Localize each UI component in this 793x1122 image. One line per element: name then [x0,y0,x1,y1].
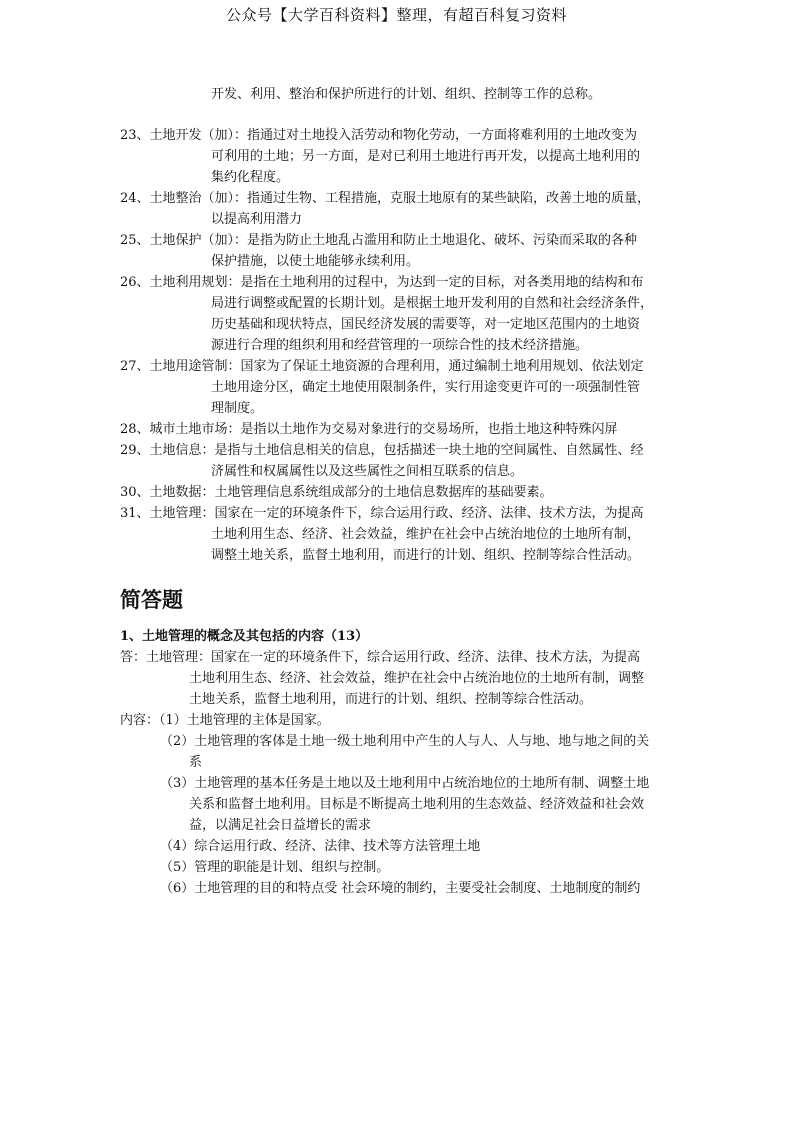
text-line: 29、土地信息：是指与土地信息相关的信息，包括描述一块土地的空间属性、自然属性、经 [120,443,644,458]
answer-line: （5）管理的职能是计划、组织与控制。 [160,860,390,875]
text-line: 理制度。 [211,401,264,416]
section-title: 简答题 [120,588,183,612]
text-line: 27、土地用途管制：国家为了保证土地资源的合理利用，通过编制土地利用规划、依法划定 [120,359,644,374]
text-line: 26、土地利用规划：是指在土地利用的过程中，为达到一定的目标，对各类用地的结构和布 [120,275,644,290]
text-line: 开发、利用、整治和保护所进行的计划、组织、控制等工作的总称。 [211,87,602,102]
text-line: 25、土地保护（加）：是指为防止土地乱占滥用和防止土地退化、破坏、污染而采取的各种 [120,233,638,248]
text-line: 历史基础和现状特点，国民经济发展的需要等，对一定地区范围内的土地资 [211,317,641,332]
text-line: 以提高利用潜力 [211,212,303,227]
text-line: 23、土地开发（加）：指通过对土地投入活劳动和物化劳动，一方面将难利用的土地改变为 [120,128,638,143]
answer-line: （4）综合运用行政、经济、法律、技术等方法管理土地 [160,839,481,854]
text-line: 保护措施，以使土地能够永续利用。 [211,254,420,269]
answer-line: 土地利用生态、经济、社会效益，维护在社会中占统治地位的土地所有制，调整 [189,671,645,686]
answer-line: 答：土地管理：国家在一定的环境条件下，综合运用行政、经济、法律、技术方法，为提高 [120,650,641,665]
text-line: 31、土地管理：国家在一定的环境条件下，综合运用行政、经济、法律、技术方法，为提高 [120,506,644,521]
text-line: 土地用途分区，确定土地使用限制条件，实行用途变更许可的一项强制性管 [211,380,641,395]
text-line: 济属性和权属属性以及这些属性之间相互联系的信息。 [211,464,524,479]
answer-line: （3）土地管理的基本任务是土地以及土地利用中占统治地位的土地所有制、调整土地 [160,776,650,791]
text-line: 调整土地关系，监督土地利用，而进行的计划、组织、控制等综合性活动。 [211,548,641,563]
text-line: 30、土地数据：土地管理信息系统组成部分的土地信息数据库的基础要素。 [120,485,553,500]
page-header: 公众号【大学百科资料】整理，有超百科复习资料 [225,6,567,24]
text-line: 土地利用生态、经济、社会效益，维护在社会中占统治地位的土地所有制， [211,527,641,542]
text-line: 24、土地整治（加）：指通过生物、工程措施，克服土地原有的某些缺陷，改善土地的质量， [120,191,651,206]
answer-line: 系 [189,755,203,770]
answer-line: （2）土地管理的客体是土地一级土地利用中产生的人与人、人与地、地与地之间的关 [160,734,650,749]
text-line: 局进行调整或配置的长期计划。是根据土地开发利用的自然和社会经济条件， [211,296,654,311]
answer-line: 内容：（1）土地管理的主体是国家。 [120,713,330,728]
text-line: 28、城市土地市场：是指以土地作为交易对象进行的交易场所，也指土地这种特殊闪屏 [120,422,618,437]
question-title: 1、土地管理的概念及其包括的内容（13） [120,629,369,644]
text-line: 集约化程度。 [211,170,290,185]
answer-line: 益，以满足社会日益增长的需求 [189,818,372,833]
text-line: 可利用的土地；另一方面，是对已利用土地进行再开发，以提高土地利用的 [211,149,641,164]
text-line: 源进行合理的组织利用和经营管理的一项综合性的技术经济措施。 [211,338,589,353]
answer-line: （6）土地管理的目的和特点受 社会环境的制约，主要受社会制度、土地制度的制约 [160,881,641,896]
answer-line: 土地关系，监督土地利用，而进行的计划、组织、控制等综合性活动。 [189,692,593,707]
answer-line: 关系和监督土地利用。目标是不断提高土地利用的生态效益、经济效益和社会效 [189,797,645,812]
